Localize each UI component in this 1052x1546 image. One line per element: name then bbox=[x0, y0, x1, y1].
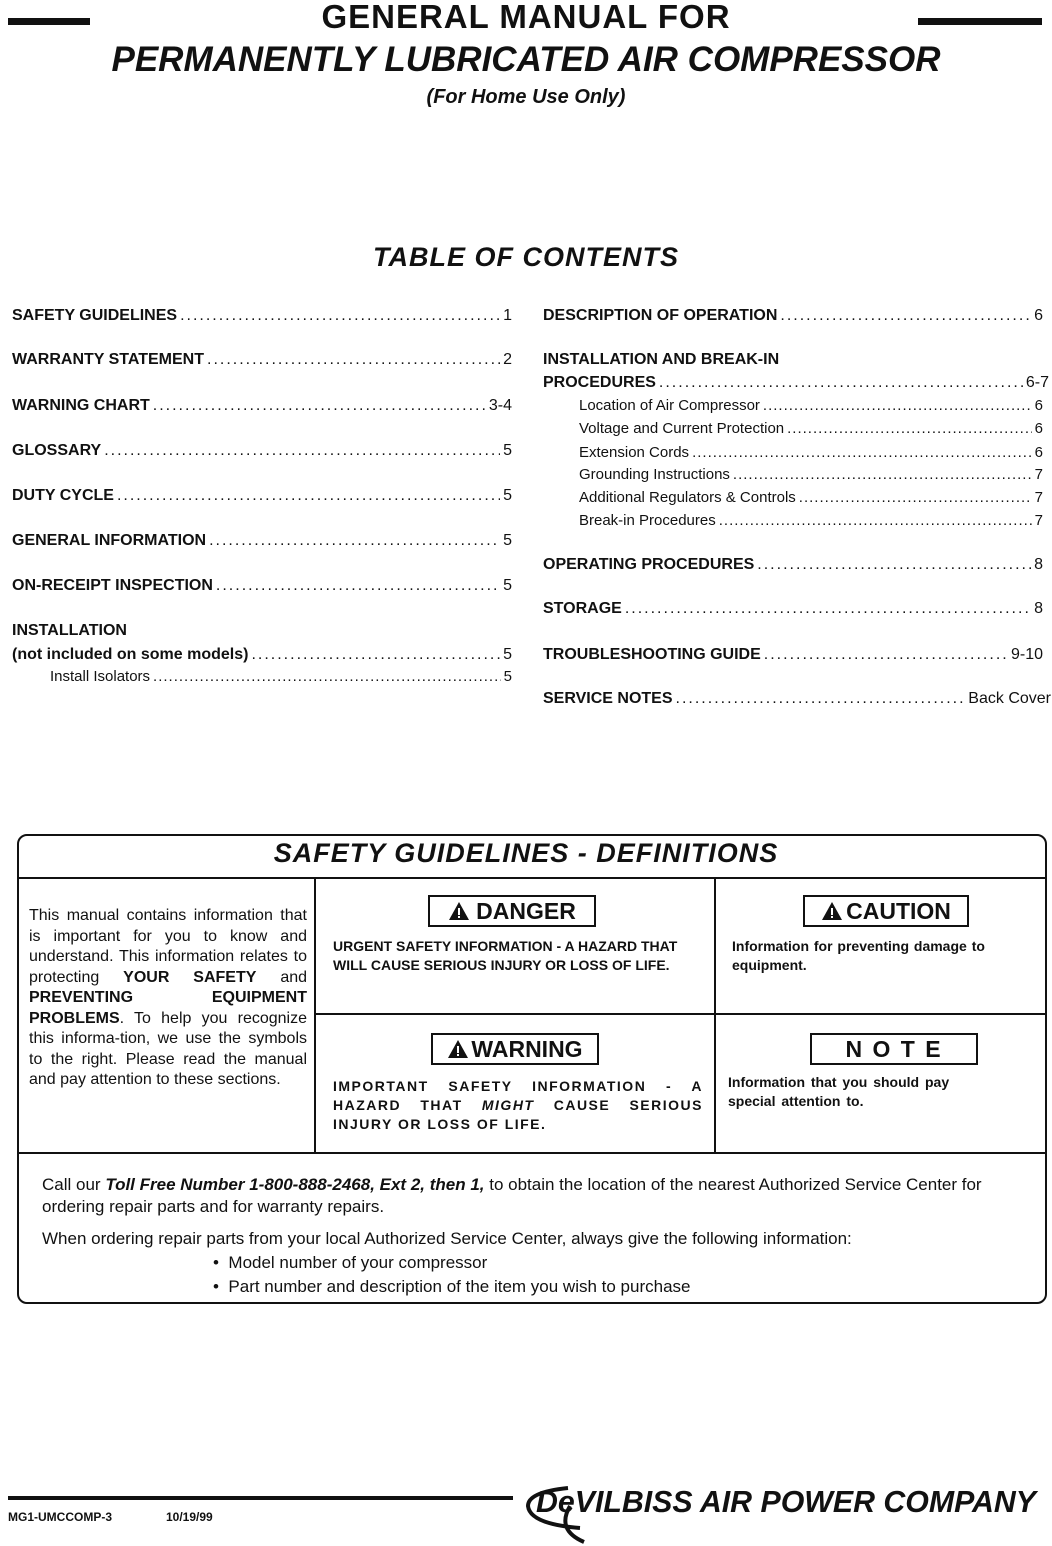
call-suffix: to obtain the location of the nearest Authorized Service Center for ordering repair parts and for warranty repairs. bbox=[42, 1175, 982, 1216]
toc-entry-label: GLOSSARY bbox=[12, 442, 102, 459]
toc-entry bbox=[543, 600, 1043, 618]
toc-leader-dots bbox=[787, 420, 1032, 437]
toc-leader-dots bbox=[676, 690, 966, 708]
toc-entry bbox=[12, 532, 512, 550]
toc-leader-dots bbox=[780, 307, 1031, 325]
toc-entry-label: OPERATING PROCEDURES bbox=[543, 556, 755, 573]
toc-leader-dots bbox=[153, 668, 501, 685]
warning-text-part: CAUSE SERIOUS INJURY OR LOSS OF LIFE. bbox=[333, 1097, 703, 1132]
toc-leader-dots bbox=[757, 556, 1031, 574]
toc-leader-dots bbox=[180, 307, 500, 325]
safety-intro bbox=[29, 906, 307, 1091]
toc-page-number: 5 bbox=[503, 577, 512, 594]
toc-page-number: 7 bbox=[1034, 512, 1043, 529]
toc-entry bbox=[12, 442, 512, 460]
toc-entry bbox=[543, 556, 1043, 574]
toc-page-number: 5 bbox=[503, 668, 512, 685]
toc-entry-label: Extension Cords bbox=[579, 444, 690, 461]
toc-entry-label: DESCRIPTION OF OPERATION bbox=[543, 307, 778, 324]
toc-page-number: 3-4 bbox=[488, 397, 512, 414]
toc-entry-label: Voltage and Current Protection bbox=[579, 420, 785, 437]
company-name: DeVILBISS AIR POWER COMPANY bbox=[536, 1484, 1040, 1519]
toc-entry bbox=[12, 577, 512, 595]
toc-entry bbox=[579, 489, 1043, 506]
toc-entry bbox=[12, 351, 512, 369]
toc-entry-label: SERVICE NOTES bbox=[543, 690, 673, 707]
toc-entry bbox=[543, 307, 1043, 325]
toc-page-number: 8 bbox=[1034, 556, 1043, 573]
warning-triangle-icon bbox=[821, 901, 843, 921]
toc-page-number: 6 bbox=[1034, 397, 1043, 414]
toc-leader-dots bbox=[763, 397, 1032, 414]
toc-page-number: 7 bbox=[1034, 466, 1043, 483]
box-divider-col1 bbox=[314, 878, 316, 1153]
intro-bold: PREVENTING EQUIPMENT PROBLEMS bbox=[29, 989, 307, 1027]
toc-entry-label: TROUBLESHOOTING GUIDE bbox=[543, 646, 761, 663]
toc-entry-label: Grounding Instructions bbox=[579, 466, 730, 483]
call-prefix: Call our bbox=[42, 1175, 106, 1194]
warning-label-text: WARNING bbox=[471, 1035, 583, 1062]
toc-leader-dots bbox=[799, 489, 1032, 506]
caution-label bbox=[803, 895, 969, 927]
caution-label-text: CAUTION bbox=[846, 897, 951, 924]
caution-text: Information for preventing damage to equipment. bbox=[732, 938, 985, 973]
toc-leader-dots bbox=[692, 444, 1032, 461]
toc-entry-label: (not included on some models) bbox=[12, 646, 249, 663]
toc-page-number: 6-7 bbox=[1025, 374, 1049, 391]
danger-label-text: DANGER bbox=[476, 897, 576, 924]
toc-entry-label: STORAGE bbox=[543, 600, 622, 617]
toc-entry bbox=[12, 307, 512, 325]
toll-free-paragraph bbox=[42, 1174, 1032, 1218]
toc-page-number: 6 bbox=[1034, 420, 1043, 437]
toc-page-number: 9-10 bbox=[1010, 646, 1043, 663]
box-divider-top bbox=[17, 877, 1047, 879]
note-label bbox=[810, 1033, 978, 1065]
toc-leader-dots bbox=[659, 374, 1023, 392]
doc-date: 10/19/99 bbox=[166, 1510, 213, 1524]
box-divider-col2 bbox=[714, 878, 716, 1153]
toc-page-number: 7 bbox=[1034, 489, 1043, 506]
title-line-1: GENERAL MANUAL FOR bbox=[321, 0, 731, 35]
toc-entry-label: Break-in Procedures bbox=[579, 512, 716, 529]
toc-page-number: 5 bbox=[503, 442, 512, 459]
toc-entry-label: Install Isolators bbox=[50, 668, 151, 685]
note-text: Information that you should pay special attention to. bbox=[728, 1074, 950, 1109]
note-label-text: N O T E bbox=[845, 1035, 943, 1062]
toc-entry bbox=[579, 444, 1043, 461]
toll-free-number: Toll Free Number 1-800-888-2468, Ext 2, then 1, bbox=[105, 1175, 485, 1194]
toc-page-number: 2 bbox=[503, 351, 512, 368]
toc-page-number: 6 bbox=[1034, 307, 1043, 324]
toc-entry-label: ON-RECEIPT INSPECTION bbox=[12, 577, 213, 594]
intro-bold: YOUR SAFETY bbox=[123, 968, 257, 986]
toc-entry-label: Location of Air Compressor bbox=[579, 397, 760, 414]
toc-page-number: 6 bbox=[1034, 444, 1043, 461]
toc-page-number: 5 bbox=[503, 532, 512, 549]
toc-entry bbox=[50, 668, 512, 685]
toc-entry bbox=[12, 622, 512, 640]
toc-entry-label: PROCEDURES bbox=[543, 374, 656, 391]
danger-text: URGENT SAFETY INFORMATION - A HAZARD THAT WILL CAUSE SERIOUS INJURY OR LOSS OF LIFE. bbox=[333, 938, 678, 973]
toc-entry bbox=[543, 690, 1051, 708]
toc-entry-label: WARRANTY STATEMENT bbox=[12, 351, 204, 368]
toc-entry-label: Additional Regulators & Controls bbox=[579, 489, 796, 506]
toc-entry-label: DUTY CYCLE bbox=[12, 487, 114, 504]
footer-rule bbox=[8, 1496, 513, 1500]
intro-part: and bbox=[256, 968, 308, 986]
toc-entry-label: INSTALLATION AND BREAK-IN bbox=[543, 351, 780, 368]
title-line-3: (For Home Use Only) bbox=[426, 86, 626, 108]
toc-leader-dots bbox=[104, 442, 500, 460]
toc-entry bbox=[543, 374, 1049, 392]
toc-entry bbox=[12, 487, 512, 505]
warning-triangle-icon bbox=[447, 1039, 469, 1059]
toc-leader-dots bbox=[153, 397, 486, 415]
toc-page-number: 5 bbox=[503, 487, 512, 504]
danger-label bbox=[428, 895, 596, 927]
toc-leader-dots bbox=[209, 532, 500, 550]
toc-entry-label: GENERAL INFORMATION bbox=[12, 532, 207, 549]
bullet-text: Part number and description of the item you wish to purchase bbox=[228, 1277, 691, 1296]
toc-entry-label: WARNING CHART bbox=[12, 397, 150, 414]
toc-heading: TABLE OF CONTENTS bbox=[373, 242, 679, 272]
toc-page-number: 1 bbox=[503, 307, 512, 324]
toc-entry bbox=[579, 512, 1043, 529]
box-divider-bottom bbox=[17, 1152, 1047, 1154]
title-line-2: PERMANENTLY LUBRICATED AIR COMPRESSOR bbox=[111, 40, 941, 79]
toc-entry-label: INSTALLATION bbox=[12, 622, 127, 639]
toc-leader-dots bbox=[625, 600, 1031, 618]
toc-entry bbox=[543, 646, 1043, 664]
bullet-item: • Model number of your compressor bbox=[213, 1253, 488, 1272]
devilbiss-logo bbox=[520, 1478, 1040, 1544]
toc-leader-dots bbox=[764, 646, 1008, 664]
bullet-text: Model number of your compressor bbox=[228, 1253, 488, 1272]
doc-code: MG1-UMCCOMP-3 bbox=[8, 1510, 112, 1524]
toc-entry bbox=[579, 466, 1043, 483]
toc-leader-dots bbox=[719, 512, 1032, 529]
toc-entry bbox=[12, 397, 512, 415]
toc-leader-dots bbox=[251, 646, 500, 664]
ordering-paragraph: When ordering repair parts from your local Authorized Service Center, always give the following information: bbox=[42, 1229, 852, 1248]
warning-triangle-icon bbox=[448, 901, 470, 921]
toc-entry bbox=[579, 397, 1043, 414]
bullet-item: • Part number and description of the item you wish to purchase bbox=[213, 1277, 691, 1296]
toc-leader-dots bbox=[207, 351, 500, 369]
toc-page-number: 5 bbox=[503, 646, 512, 663]
toc-entry bbox=[579, 420, 1043, 437]
toc-page-number: 8 bbox=[1034, 600, 1043, 617]
toc-leader-dots bbox=[117, 487, 500, 505]
box-divider-mid bbox=[315, 1013, 1047, 1015]
warning-text-part: IMPORTANT SAFETY INFORMATION - A HAZARD THAT bbox=[333, 1078, 703, 1113]
warning-label bbox=[431, 1033, 599, 1065]
toc-entry bbox=[543, 351, 1043, 369]
toc-entry bbox=[12, 646, 512, 664]
intro-part: . To help you recognize this informa-tion, we use the symbols to the right. Please read the manual and pay attention to these sections. bbox=[29, 1009, 307, 1088]
warning-text-might: MIGHT bbox=[481, 1097, 535, 1113]
toc-leader-dots bbox=[733, 466, 1032, 483]
safety-heading: SAFETY GUIDELINES - DEFINITIONS bbox=[273, 838, 779, 868]
toc-leader-dots bbox=[216, 577, 500, 595]
toc-entry-label: SAFETY GUIDELINES bbox=[12, 307, 178, 324]
intro-part: This manual contains information that is important for you to know and understand. This information relates to protecting bbox=[29, 907, 307, 986]
warning-text bbox=[333, 1077, 703, 1134]
toc-page-number: Back Cover bbox=[968, 690, 1051, 707]
